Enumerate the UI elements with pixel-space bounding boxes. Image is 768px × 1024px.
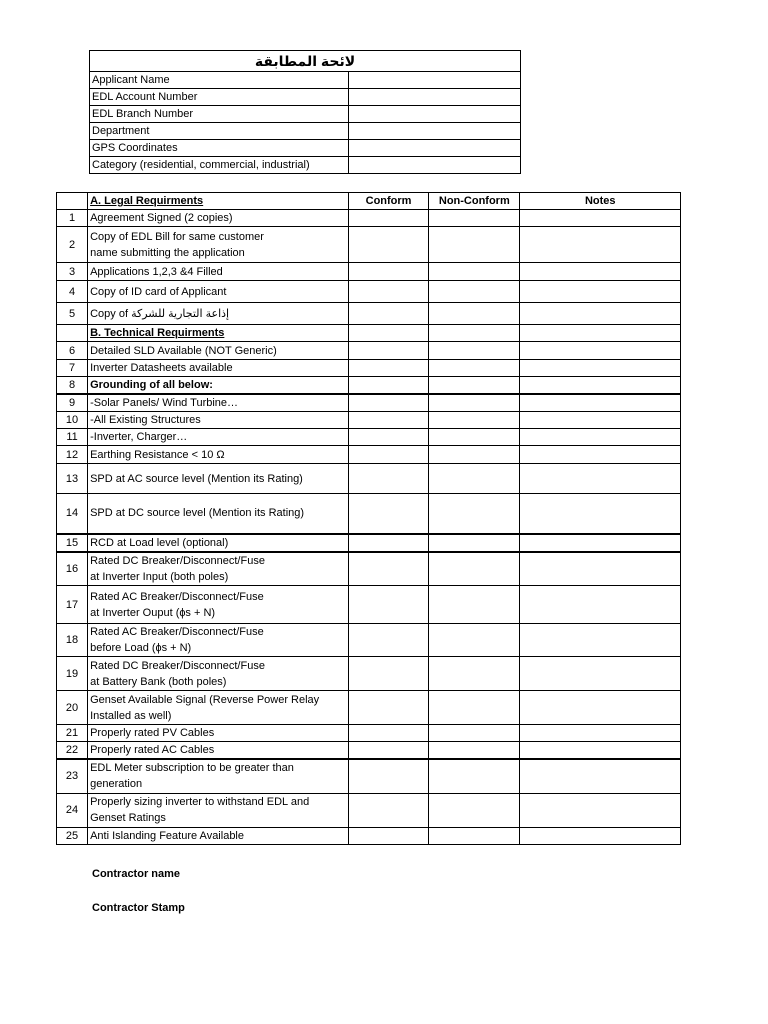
requirement-line-1: Properly rated AC Cables xyxy=(90,744,215,756)
row-number: 3 xyxy=(57,263,88,281)
row-number: 15 xyxy=(57,534,88,552)
row-number: 10 xyxy=(57,412,88,429)
conform-header: Conform xyxy=(348,193,428,210)
requirement-line-1: -Inverter, Charger… xyxy=(90,431,188,443)
non-conform-cell[interactable] xyxy=(429,586,520,624)
conform-cell[interactable] xyxy=(348,227,428,263)
requirement-line-1: Applications 1,2,3 &4 Filled xyxy=(90,265,223,278)
requirement-description xyxy=(88,446,349,464)
non-conform-cell[interactable] xyxy=(429,281,520,303)
requirement-description xyxy=(88,494,349,534)
table-row xyxy=(57,263,681,281)
notes-header: Notes xyxy=(520,193,681,210)
conform-cell[interactable] xyxy=(348,464,428,494)
non-conform-cell[interactable] xyxy=(429,263,520,281)
table-row xyxy=(57,464,681,494)
requirement-description xyxy=(88,552,349,586)
requirement-description xyxy=(88,827,349,844)
table-row xyxy=(57,210,681,227)
non-conform-cell[interactable] xyxy=(429,412,520,429)
notes-cell[interactable] xyxy=(520,412,681,429)
conform-cell[interactable] xyxy=(348,303,428,325)
conform-cell[interactable] xyxy=(348,342,428,360)
row-number: 7 xyxy=(57,360,88,377)
non-conform-cell[interactable] xyxy=(429,759,520,793)
table-row xyxy=(57,360,681,377)
requirement-description xyxy=(88,534,349,552)
field-label: Department xyxy=(90,123,349,140)
conform-cell[interactable] xyxy=(348,725,428,742)
notes-cell[interactable] xyxy=(520,534,681,552)
conform-cell[interactable] xyxy=(348,586,428,624)
table-row xyxy=(57,552,681,586)
requirements-checklist-table xyxy=(56,192,681,845)
requirement-line-1: Copy of إذاعة التجارية للشركة xyxy=(90,307,230,320)
field-row-department xyxy=(90,123,521,140)
non-conform-cell[interactable] xyxy=(429,534,520,552)
requirement-line-1: Rated AC Breaker/Disconnect/Fuse xyxy=(90,590,264,603)
requirement-description xyxy=(88,303,349,325)
notes-cell[interactable] xyxy=(520,303,681,325)
requirement-line-2: at Inverter Ouput (ɸs + N) xyxy=(90,606,216,619)
checklist-header-row xyxy=(57,193,681,210)
requirement-line-1: Properly rated PV Cables xyxy=(90,727,215,739)
notes-cell[interactable] xyxy=(520,377,681,395)
requirement-line-1: Earthing Resistance < 10 Ω xyxy=(90,448,225,461)
table-row xyxy=(57,624,681,657)
requirement-description xyxy=(88,342,349,360)
notes-cell[interactable] xyxy=(520,281,681,303)
row-number: 2 xyxy=(57,227,88,263)
table-row xyxy=(57,342,681,360)
requirement-description xyxy=(88,586,349,624)
notes-cell[interactable] xyxy=(520,793,681,827)
requirement-line-1: Properly sizing inverter to withstand EDL and xyxy=(90,796,310,808)
requirement-description xyxy=(88,624,349,657)
notes-cell[interactable] xyxy=(520,429,681,446)
conform-cell[interactable] xyxy=(348,210,428,227)
requirement-description xyxy=(88,412,349,429)
applicant-info-table xyxy=(89,50,521,174)
requirement-description xyxy=(88,759,349,793)
row-number: 5 xyxy=(57,303,88,325)
section-a-rows xyxy=(57,210,681,325)
notes-cell[interactable] xyxy=(520,657,681,691)
requirement-line-1: RCD at Load level (optional) xyxy=(90,536,229,549)
table-row xyxy=(57,227,681,263)
row-number: 17 xyxy=(57,586,88,624)
non-conform-cell[interactable] xyxy=(429,342,520,360)
notes-cell[interactable] xyxy=(520,360,681,377)
non-conform-cell[interactable] xyxy=(429,494,520,534)
conform-cell[interactable] xyxy=(348,446,428,464)
applicant-name-field[interactable] xyxy=(349,72,521,89)
table-row xyxy=(57,759,681,793)
notes-cell[interactable] xyxy=(520,464,681,494)
requirement-description xyxy=(88,281,349,303)
conform-cell[interactable] xyxy=(348,360,428,377)
row-number: 11 xyxy=(57,429,88,446)
requirement-line-1: Inverter Datasheets available xyxy=(90,362,233,374)
non-conform-cell[interactable] xyxy=(429,210,520,227)
field-row-edl-branch xyxy=(90,106,521,123)
table-row xyxy=(57,691,681,725)
section-b-heading: B. Technical Requirments xyxy=(88,325,349,342)
requirement-line-1: Rated AC Breaker/Disconnect/Fuse xyxy=(90,626,264,638)
row-number: 8 xyxy=(57,377,88,395)
requirement-description xyxy=(88,657,349,691)
requirement-description xyxy=(88,210,349,227)
requirement-line-1: -Solar Panels/ Wind Turbine… xyxy=(90,397,239,409)
requirement-description xyxy=(88,742,349,760)
form-title: لائحة المطابقة xyxy=(90,51,521,72)
conform-cell[interactable] xyxy=(348,534,428,552)
requirement-line-1: Rated DC Breaker/Disconnect/Fuse xyxy=(90,659,265,672)
table-row xyxy=(57,412,681,429)
section-b-row xyxy=(57,325,681,342)
requirement-line-1: Copy of ID card of Applicant xyxy=(90,285,227,298)
requirement-line-1: Anti Islanding Feature Available xyxy=(90,829,244,842)
requirement-line-2: Installed as well) xyxy=(90,709,172,722)
requirement-line-1: EDL Meter subscription to be greater than xyxy=(90,762,294,775)
requirement-description xyxy=(88,377,349,395)
notes-cell[interactable] xyxy=(520,446,681,464)
requirement-line-1: SPD at DC source level (Mention its Rating) xyxy=(90,507,305,520)
non-conform-cell[interactable] xyxy=(429,657,520,691)
non-conform-cell[interactable] xyxy=(429,793,520,827)
requirement-line-1: Rated DC Breaker/Disconnect/Fuse xyxy=(90,554,265,567)
conform-cell[interactable] xyxy=(348,657,428,691)
row-number: 18 xyxy=(57,624,88,657)
requirement-line-1: Genset Available Signal (Reverse Power Relay xyxy=(90,693,320,706)
non-conform-cell[interactable] xyxy=(429,725,520,742)
notes-cell[interactable] xyxy=(520,759,681,793)
conform-cell[interactable] xyxy=(348,429,428,446)
conform-cell[interactable] xyxy=(348,793,428,827)
row-number: 16 xyxy=(57,552,88,586)
non-conform-cell[interactable] xyxy=(429,691,520,725)
row-number: 19 xyxy=(57,657,88,691)
row-number: 4 xyxy=(57,281,88,303)
requirement-line-1: Detailed SLD Available (NOT Generic) xyxy=(90,344,277,357)
row-number: 1 xyxy=(57,210,88,227)
row-number: 20 xyxy=(57,691,88,725)
field-row-category xyxy=(90,157,521,174)
requirement-description xyxy=(88,394,349,412)
requirement-line-2: at Inverter Input (both poles) xyxy=(90,570,229,583)
table-row xyxy=(57,446,681,464)
non-conform-cell[interactable] xyxy=(429,325,520,342)
table-row xyxy=(57,534,681,552)
requirement-line-2: generation xyxy=(90,778,143,791)
conform-cell[interactable] xyxy=(348,494,428,534)
non-conform-cell[interactable] xyxy=(429,360,520,377)
notes-cell[interactable] xyxy=(520,624,681,657)
field-label: EDL Branch Number xyxy=(90,106,349,123)
field-label: Category (residential, commercial, industrial) xyxy=(90,157,349,174)
requirement-description xyxy=(88,263,349,281)
requirement-line-2: name submitting the application xyxy=(90,246,245,259)
notes-cell[interactable] xyxy=(520,742,681,760)
table-row xyxy=(57,586,681,624)
requirement-description xyxy=(88,464,349,494)
conform-cell[interactable] xyxy=(348,325,428,342)
non-conform-cell[interactable] xyxy=(429,464,520,494)
non-conform-cell[interactable] xyxy=(429,227,520,263)
requirement-description xyxy=(88,691,349,725)
table-row xyxy=(57,827,681,844)
table-row xyxy=(57,377,681,395)
conform-cell[interactable] xyxy=(348,624,428,657)
notes-cell[interactable] xyxy=(520,494,681,534)
table-row xyxy=(57,725,681,742)
table-row xyxy=(57,281,681,303)
notes-cell[interactable] xyxy=(520,725,681,742)
row-number: 13 xyxy=(57,464,88,494)
table-row xyxy=(57,429,681,446)
notes-cell[interactable] xyxy=(520,827,681,844)
conform-cell[interactable] xyxy=(348,412,428,429)
field-row-edl-account xyxy=(90,89,521,106)
field-row-applicant-name xyxy=(90,72,521,89)
section-a-heading: A. Legal Requirments xyxy=(88,193,349,210)
department-field[interactable] xyxy=(349,123,521,140)
requirement-description xyxy=(88,360,349,377)
row-number: 24 xyxy=(57,793,88,827)
non-conform-cell[interactable] xyxy=(429,394,520,412)
requirement-line-2: before Load (ɸs + N) xyxy=(90,642,192,654)
notes-cell[interactable] xyxy=(520,394,681,412)
requirement-description xyxy=(88,227,349,263)
notes-cell[interactable] xyxy=(520,325,681,342)
requirement-description xyxy=(88,725,349,742)
requirement-line-1: Agreement Signed (2 copies) xyxy=(90,212,233,224)
field-label: GPS Coordinates xyxy=(90,140,349,157)
non-conform-cell[interactable] xyxy=(429,377,520,395)
notes-cell[interactable] xyxy=(520,691,681,725)
table-row xyxy=(57,303,681,325)
non-conform-cell[interactable] xyxy=(429,742,520,760)
notes-cell[interactable] xyxy=(520,263,681,281)
row-number: 23 xyxy=(57,759,88,793)
requirement-line-2: Genset Ratings xyxy=(90,812,166,824)
section-b-rows xyxy=(57,342,681,845)
non-conform-cell[interactable] xyxy=(429,303,520,325)
non-conform-cell[interactable] xyxy=(429,429,520,446)
edl-account-number-field[interactable] xyxy=(349,89,521,106)
field-label: Applicant Name xyxy=(90,72,349,89)
requirement-line-1: Grounding of all below: xyxy=(90,379,213,391)
gps-coordinates-field[interactable] xyxy=(349,140,521,157)
notes-cell[interactable] xyxy=(520,586,681,624)
conform-cell[interactable] xyxy=(348,281,428,303)
table-row xyxy=(57,742,681,760)
row-number: 22 xyxy=(57,742,88,760)
requirement-description xyxy=(88,429,349,446)
number-header xyxy=(57,193,88,210)
row-number: 9 xyxy=(57,394,88,412)
table-row xyxy=(57,657,681,691)
conform-cell[interactable] xyxy=(348,377,428,395)
form-title-row xyxy=(90,51,521,72)
conform-cell[interactable] xyxy=(348,691,428,725)
table-row xyxy=(57,494,681,534)
field-label: EDL Account Number xyxy=(90,89,349,106)
table-row xyxy=(57,793,681,827)
requirement-line-2: at Battery Bank (both poles) xyxy=(90,675,227,688)
conform-cell[interactable] xyxy=(348,394,428,412)
row-number: 12 xyxy=(57,446,88,464)
non-conform-cell[interactable] xyxy=(429,446,520,464)
notes-cell[interactable] xyxy=(520,552,681,586)
edl-branch-number-field[interactable] xyxy=(349,106,521,123)
number-cell-empty xyxy=(57,325,88,342)
table-row xyxy=(57,394,681,412)
requirement-line-1: SPD at AC source level (Mention its Rating) xyxy=(90,472,303,485)
row-number: 21 xyxy=(57,725,88,742)
contractor-stamp-label: Contractor Stamp xyxy=(92,902,185,914)
non-conform-cell[interactable] xyxy=(429,827,520,844)
field-row-gps xyxy=(90,140,521,157)
notes-cell[interactable] xyxy=(520,227,681,263)
non-conform-cell[interactable] xyxy=(429,552,520,586)
non-conform-cell[interactable] xyxy=(429,624,520,657)
conform-cell[interactable] xyxy=(348,263,428,281)
requirement-description xyxy=(88,793,349,827)
conform-cell[interactable] xyxy=(348,827,428,844)
requirement-line-1: Copy of EDL Bill for same customer xyxy=(90,230,264,243)
conform-cell[interactable] xyxy=(348,552,428,586)
contractor-name-label: Contractor name xyxy=(92,868,181,880)
conform-cell[interactable] xyxy=(348,742,428,760)
row-number: 25 xyxy=(57,827,88,844)
non-conform-header: Non-Conform xyxy=(429,193,520,210)
category-field[interactable] xyxy=(349,157,521,174)
requirement-line-1: -All Existing Structures xyxy=(90,414,201,426)
notes-cell[interactable] xyxy=(520,210,681,227)
notes-cell[interactable] xyxy=(520,342,681,360)
row-number: 6 xyxy=(57,342,88,360)
conform-cell[interactable] xyxy=(348,759,428,793)
row-number: 14 xyxy=(57,494,88,534)
